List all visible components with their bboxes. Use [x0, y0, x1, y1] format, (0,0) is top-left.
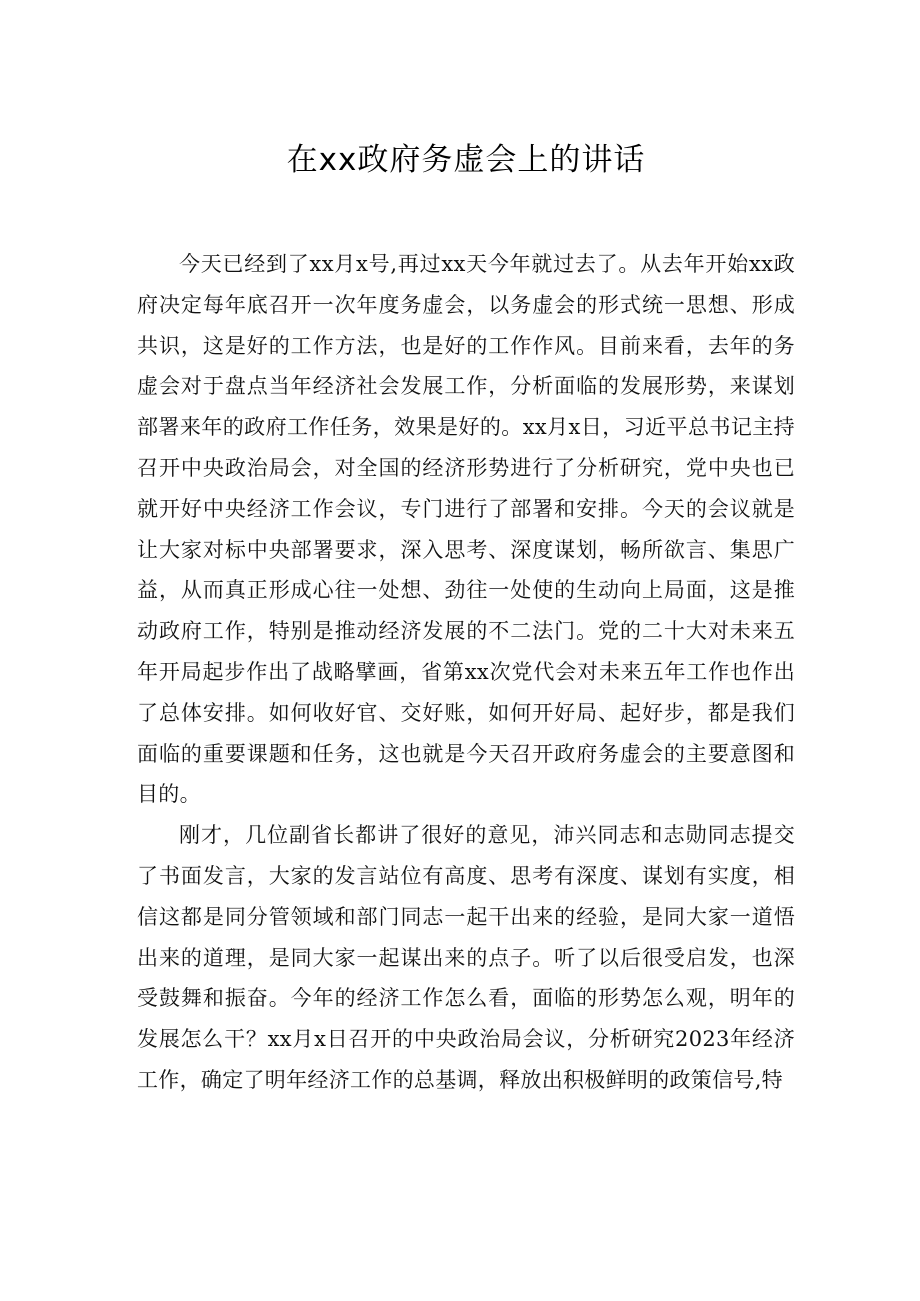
document-body: [137, 244, 795, 1101]
paragraph: 今天已经到了xx月x号,再过xx天今年就过去了。从去年开始xx政府决定每年底召开一次年度务虚会，以务虚会的形式统一思想、形成共识，这是好的工作方法，也是好的工作作风。目前来看，去年的务虚会对于盘点当年经济社会发展工作，分析面临的发展形势，来谋划部署来年的政府工作任务，效果是好的。xx月x日，习近平总书记主持召开中央政治局会，对全国的经济形势进行了分析研究，党中央也已就开好中央经济工作会议，专门进行了部署和安排。今天的会议就是让大家对标中央部署要求，深入思考、深度谋划，畅所欲言、集思广益，从而真正形成心往一处想、劲往一处使的生动向上局面，这是推动政府工作，特别是推动经济发展的不二法门。党的二十大对未来五年开局起步作出了战略擘画，省第xx次党代会对未来五年工作也作出了总体安排。如何收好官、交好账，如何开好局、起好步，都是我们面临的重要课题和任务，这也就是今天召开政府务虚会的主要意图和目的。: [137, 252, 795, 807]
page-title: 在xx政府务虚会上的讲话: [286, 142, 646, 178]
paragraph: 刚才，几位副省长都讲了很好的意见，沛兴同志和志勋同志提交了书面发言，大家的发言站位有高度、思考有深度、谋划有实度，相信这都是同分管领域和部门同志一起干出来的经验，是同大家一道悟出来的道理，是同大家一起谋出来的点子。听了以后很受启发，也深受鼓舞和振奋。今年的经济工作怎么看，面临的形势怎么观，明年的发展怎么干？xx月x日召开的中央政治局会议，分析研究2023年经济工作，确定了明年经济工作的总基调，释放出积极鲜明的政策信号,特: [137, 823, 795, 1092]
